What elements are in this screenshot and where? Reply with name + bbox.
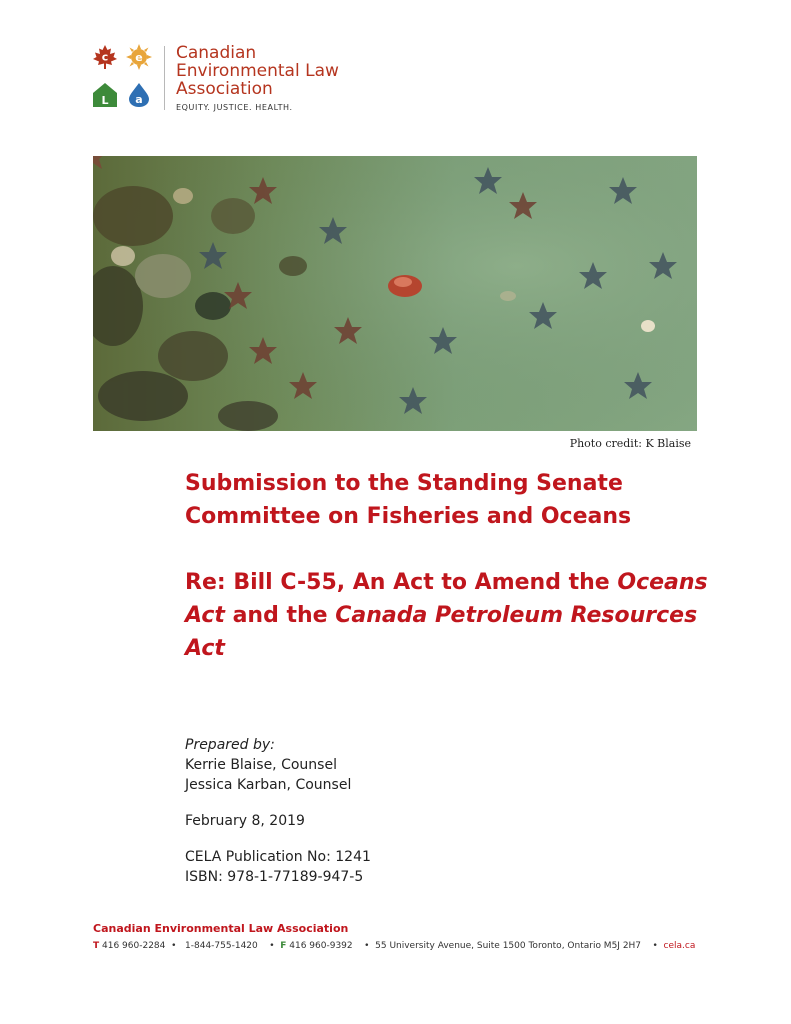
prepared-by-label: Prepared by:	[185, 737, 275, 753]
title-line-1: Submission to the Standing Senate	[185, 471, 623, 496]
maple-leaf-icon	[92, 44, 118, 70]
phone-number: 416 960-2284	[102, 941, 166, 951]
publication-number: CELA Publication No: 1241	[185, 849, 371, 865]
fax-label: F	[280, 941, 287, 951]
house-icon	[92, 82, 118, 108]
logo-name-line-1: Canadian	[176, 43, 257, 63]
logo-name-line-2: Environmental Law	[176, 61, 339, 81]
title-line-2: Committee on Fisheries and Oceans	[185, 504, 632, 529]
phone-label: T	[93, 941, 100, 951]
document-date: February 8, 2019	[185, 813, 305, 829]
logo-letter-l: L	[101, 94, 109, 107]
photo-credit: Photo credit: K Blaise	[569, 437, 691, 450]
logo-letter-a: a	[135, 93, 143, 106]
logo-wordmark	[176, 44, 339, 112]
cela-logo	[92, 44, 352, 114]
tollfree-number: 1-844-755-1420	[185, 941, 258, 951]
water-drop-icon	[126, 82, 152, 108]
fax-number: 416 960-9392	[289, 941, 353, 951]
re-line-1: Re: Bill C-55, An Act to Amend the Oceans	[185, 570, 708, 595]
prepared-by-block	[185, 735, 371, 887]
logo-letter-c: c	[101, 50, 109, 64]
isbn: ISBN: 978-1-77189-947-5	[185, 869, 364, 885]
cover-photo	[93, 156, 697, 431]
sun-icon	[126, 44, 152, 70]
logo-divider	[164, 46, 165, 110]
footer-contact-line: T 416 960-2284 • 1-844-755-1420 • F 416 960-9392 • 55 University Avenue, Suite 1500 Toronto, Ontario M5J 2H7 • cela.ca	[93, 941, 696, 951]
seafloor-starfish-photo	[93, 156, 697, 431]
address: 55 University Avenue, Suite 1500 Toronto, Ontario M5J 2H7	[375, 941, 642, 951]
document-title	[185, 467, 725, 665]
re-line-3: Act	[185, 636, 225, 661]
logo-name-line-3: Association	[176, 79, 273, 99]
footer-org-name: Canadian Environmental Law Association	[93, 922, 349, 935]
logo-letter-e: e	[135, 51, 143, 64]
website-link[interactable]: cela.ca	[663, 941, 696, 951]
re-line-2: Act and the Canada Petroleum Resources	[185, 603, 698, 628]
author-2: Jessica Karban, Counsel	[185, 777, 352, 793]
author-1: Kerrie Blaise, Counsel	[185, 757, 337, 773]
logo-mark	[92, 44, 156, 112]
logo-tagline: EQUITY. JUSTICE. HEALTH.	[176, 103, 293, 112]
